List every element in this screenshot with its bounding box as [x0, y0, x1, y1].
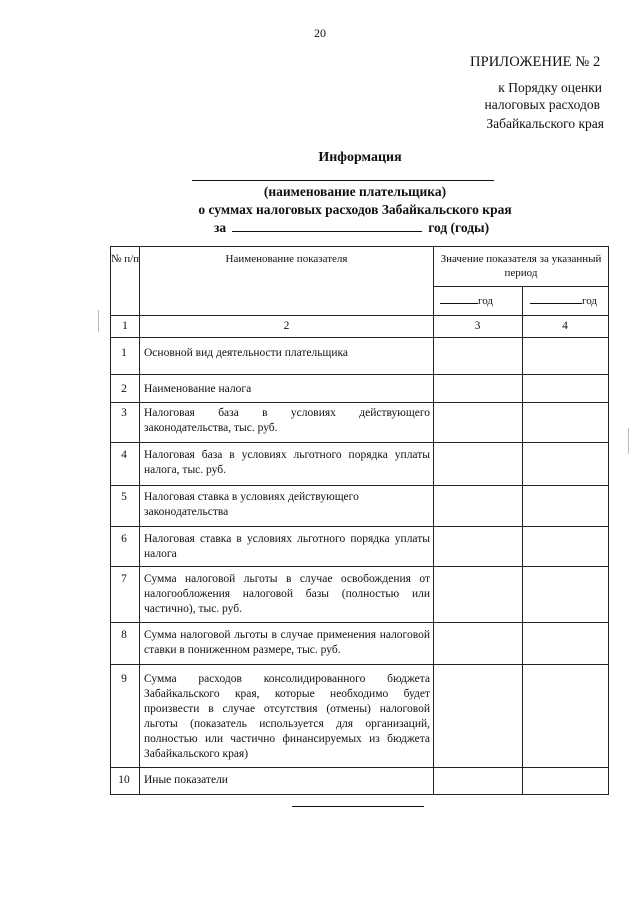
row-indicator: Налоговая ставка в условиях действующего законодательства	[144, 491, 359, 518]
table-line	[110, 402, 608, 403]
row-number: 4	[121, 449, 127, 461]
table-line	[110, 442, 608, 443]
table-line	[110, 374, 608, 375]
row-indicator: Сумма налоговой льготы в случае применения налоговой ставки в пониженном размере, тыс. руб.	[144, 629, 430, 656]
year-blank	[440, 293, 478, 304]
row-indicator: Налоговая база в условиях льготного порядка уплаты налога, тыс. руб.	[144, 449, 430, 476]
row-indicator: Иные показатели	[144, 774, 228, 786]
row-indicator: Налоговая база в условиях действующего законодательства, тыс. руб.	[144, 407, 430, 434]
scan-mark	[98, 310, 99, 332]
row-indicator: Сумма налоговой льготы в случае освобождения от налогообложения налоговой базы (полностью или частично), тыс. руб.	[144, 573, 430, 615]
header-value: Значение показателя за указанный период	[440, 253, 602, 279]
column-number: 2	[283, 320, 290, 332]
table-border-top	[110, 246, 608, 247]
year-label: год	[582, 295, 598, 307]
page-number: 20	[314, 26, 326, 40]
table-line	[110, 566, 608, 567]
table-line	[110, 622, 608, 623]
row-number: 9	[121, 673, 127, 685]
header-year-2	[530, 293, 597, 309]
row-indicator: Наименование налога	[144, 383, 252, 395]
header-name: Наименование показателя	[225, 253, 348, 265]
column-number: 3	[474, 320, 481, 332]
period-blank	[232, 220, 422, 232]
document-subtitle: о суммах налоговых расходов Забайкальского края	[198, 202, 512, 217]
appendix-line: к Порядку оценки	[498, 80, 602, 95]
period-prefix: за	[214, 220, 227, 235]
table-line	[110, 526, 608, 527]
scan-mark	[628, 428, 629, 454]
row-number: 7	[121, 573, 127, 585]
year-label: год	[478, 295, 494, 307]
period-line	[214, 220, 489, 236]
column-number: 1	[122, 320, 128, 332]
year-blank	[530, 293, 582, 304]
payer-note: (наименование плательщика)	[263, 184, 447, 199]
table-line	[110, 664, 608, 665]
row-indicator: Налоговая ставка в условиях льготного порядка уплаты налога	[144, 533, 430, 560]
table-border-bottom	[110, 794, 608, 795]
table-border-right	[608, 246, 609, 795]
table-line	[110, 337, 608, 338]
row-indicator: Основной вид деятельности плательщика	[144, 347, 349, 359]
row-indicator: Сумма расходов консолидированного бюджета Забайкальского края, которые необходимо будет произвести в случае отсутствия (отмены) налоговой льготы (показатель используется для организаций, полностью или частично финансируемых из бюджета Забайкальского края)	[144, 673, 430, 760]
row-number: 3	[121, 407, 127, 419]
row-number: 2	[121, 383, 127, 395]
row-number: 6	[121, 533, 127, 545]
header-num: № п/п	[110, 253, 140, 265]
header-year-1	[440, 293, 493, 309]
document-title: Информация	[318, 150, 402, 165]
payer-name-blank	[192, 180, 494, 181]
row-number: 8	[121, 629, 127, 641]
appendix-line: налоговых расходов	[484, 97, 600, 112]
row-number: 5	[121, 491, 127, 503]
column-number: 4	[562, 320, 568, 332]
period-suffix: год (годы)	[428, 220, 490, 235]
table-line	[110, 485, 608, 486]
appendix-title: ПРИЛОЖЕНИЕ № 2	[470, 54, 601, 70]
table-line	[433, 286, 608, 287]
table-line	[522, 286, 523, 795]
table-line	[110, 315, 608, 316]
closing-line	[292, 806, 424, 807]
row-number: 10	[118, 774, 130, 786]
row-number: 1	[121, 347, 127, 359]
appendix-line: Забайкальского края	[486, 116, 604, 131]
table-line	[110, 767, 608, 768]
